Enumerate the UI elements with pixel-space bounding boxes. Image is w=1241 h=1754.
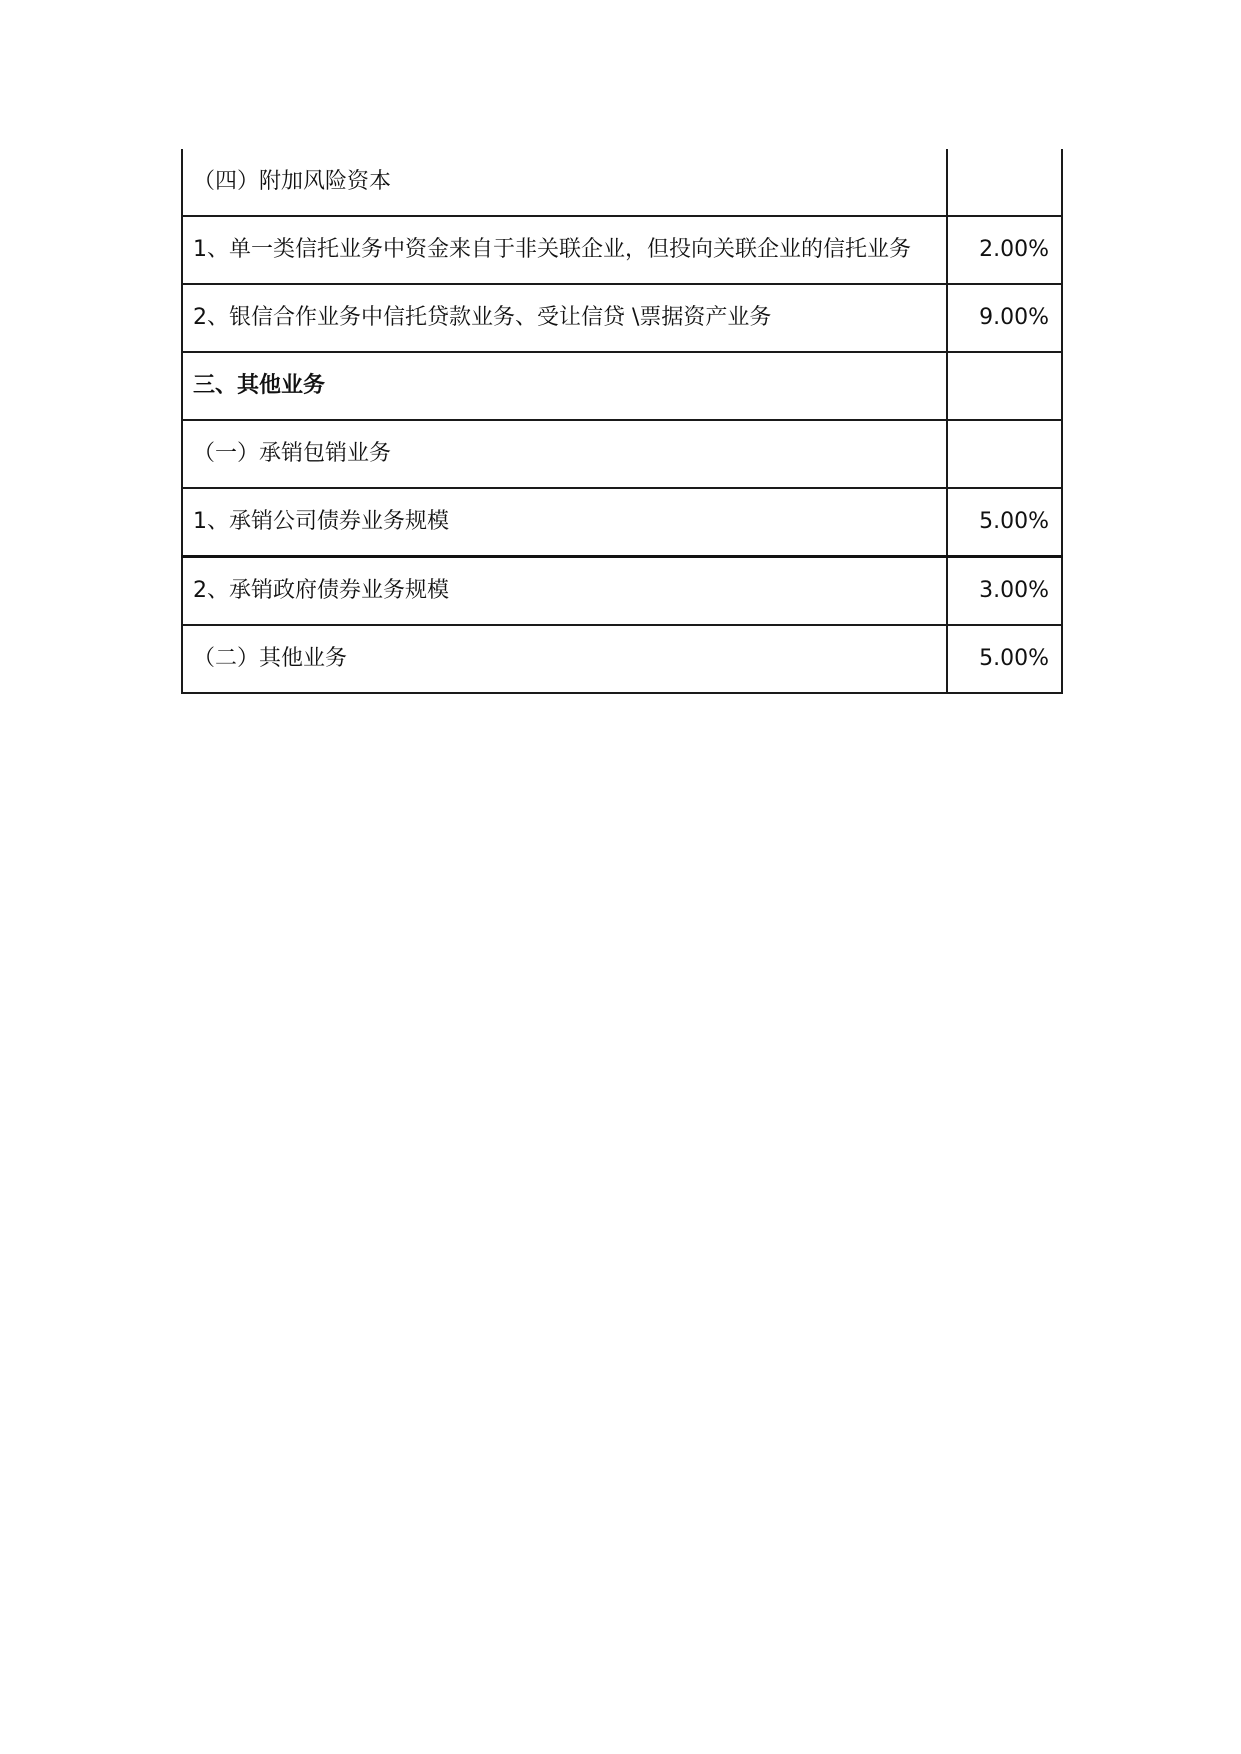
item-cell: 1、单一类信托业务中资金来自于非关联企业，但投向关联企业的信托业务 (182, 216, 947, 284)
rate-cell (947, 149, 1062, 216)
rate-cell: 3.00% (947, 557, 1062, 626)
table-row (182, 284, 1062, 352)
table-row (182, 625, 1062, 693)
table-row (182, 149, 1062, 216)
table-row (182, 488, 1062, 557)
rate-cell (947, 420, 1062, 488)
rate-cell (947, 352, 1062, 420)
item-cell: （四）附加风险资本 (182, 149, 947, 216)
table-row (182, 557, 1062, 626)
item-cell: 1、承销公司债券业务规模 (182, 488, 947, 557)
item-cell: （二）其他业务 (182, 625, 947, 693)
table-row (182, 352, 1062, 420)
rate-cell: 5.00% (947, 625, 1062, 693)
rate-cell: 9.00% (947, 284, 1062, 352)
risk-capital-table (181, 149, 1063, 694)
item-cell: 2、银信合作业务中信托贷款业务、受让信贷 \票据资产业务 (182, 284, 947, 352)
table-row (182, 216, 1062, 284)
table-row (182, 420, 1062, 488)
item-cell: （一）承销包销业务 (182, 420, 947, 488)
section-heading-cell: 三、其他业务 (182, 352, 947, 420)
rate-cell: 5.00% (947, 488, 1062, 557)
item-cell: 2、承销政府债券业务规模 (182, 557, 947, 626)
rate-cell: 2.00% (947, 216, 1062, 284)
